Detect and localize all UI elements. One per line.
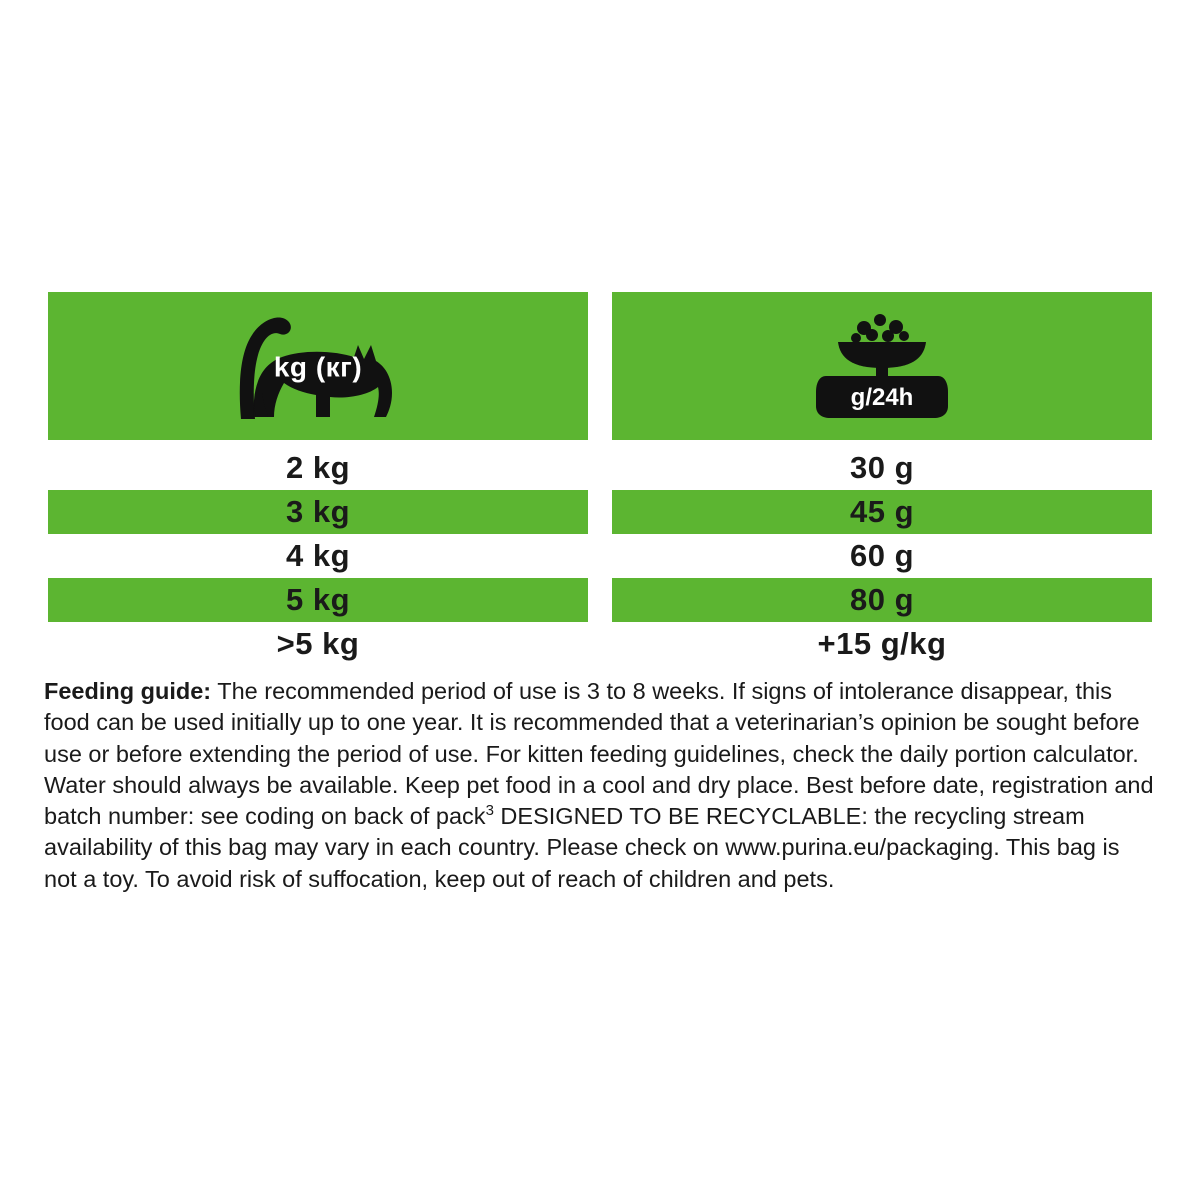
feeding-guide-text <box>44 676 1156 895</box>
cell-weight: 4 kg <box>285 538 351 573</box>
cell-weight: 3 kg <box>48 490 588 534</box>
cell-weight: >5 kg <box>276 626 360 661</box>
column-gap <box>588 534 612 578</box>
table-row <box>48 446 1152 490</box>
feeding-guide-body-2: DESIGNED TO BE RECYCLABLE: the recycling stream availability of this bag may vary in each country. Please check on www.purina.eu/packaging. This bag is not a toy. To avoid risk of suffocation, keep out of reach of children and pets. <box>44 803 1120 892</box>
table-row <box>48 622 1152 666</box>
column-gap <box>588 446 612 490</box>
column-gap <box>588 622 612 666</box>
feeding-guide-body-1: The recommended period of use is 3 to 8 weeks. If signs of intolerance disappear, this food can be used initially up to one year. It is recommended that a veterinarian’s opinion be sought before use or before extending the period of use. For kitten feeding guidelines, check the daily portion calculator. Water should always be available. Keep pet food in a cool and dry place. Best before date, registration and batch number: see coding on back of pack <box>44 678 1154 829</box>
column-gap <box>588 292 612 440</box>
header-cell-weight <box>48 292 588 440</box>
cell-amount: 60 g <box>849 538 915 573</box>
feeding-guide-title: Feeding guide: <box>44 678 212 704</box>
cell-amount: 80 g <box>612 578 1152 622</box>
cell-amount: 45 g <box>612 490 1152 534</box>
header-label-weight: kg (кг) <box>273 351 363 383</box>
table-row <box>48 534 1152 578</box>
column-gap <box>588 490 612 534</box>
column-gap <box>588 578 612 622</box>
cell-amount: +15 g/kg <box>817 626 947 661</box>
table-header-row <box>48 292 1152 440</box>
header-cell-amount <box>612 292 1152 440</box>
cell-amount: 30 g <box>849 450 915 485</box>
header-label-amount: g/24h <box>850 384 914 411</box>
feeding-table <box>48 292 1152 666</box>
table-row <box>48 578 1152 622</box>
feeding-guide-footnote-marker: 3 <box>485 802 494 820</box>
table-row <box>48 490 1152 534</box>
cell-weight: 2 kg <box>285 450 351 485</box>
cell-weight: 5 kg <box>48 578 588 622</box>
